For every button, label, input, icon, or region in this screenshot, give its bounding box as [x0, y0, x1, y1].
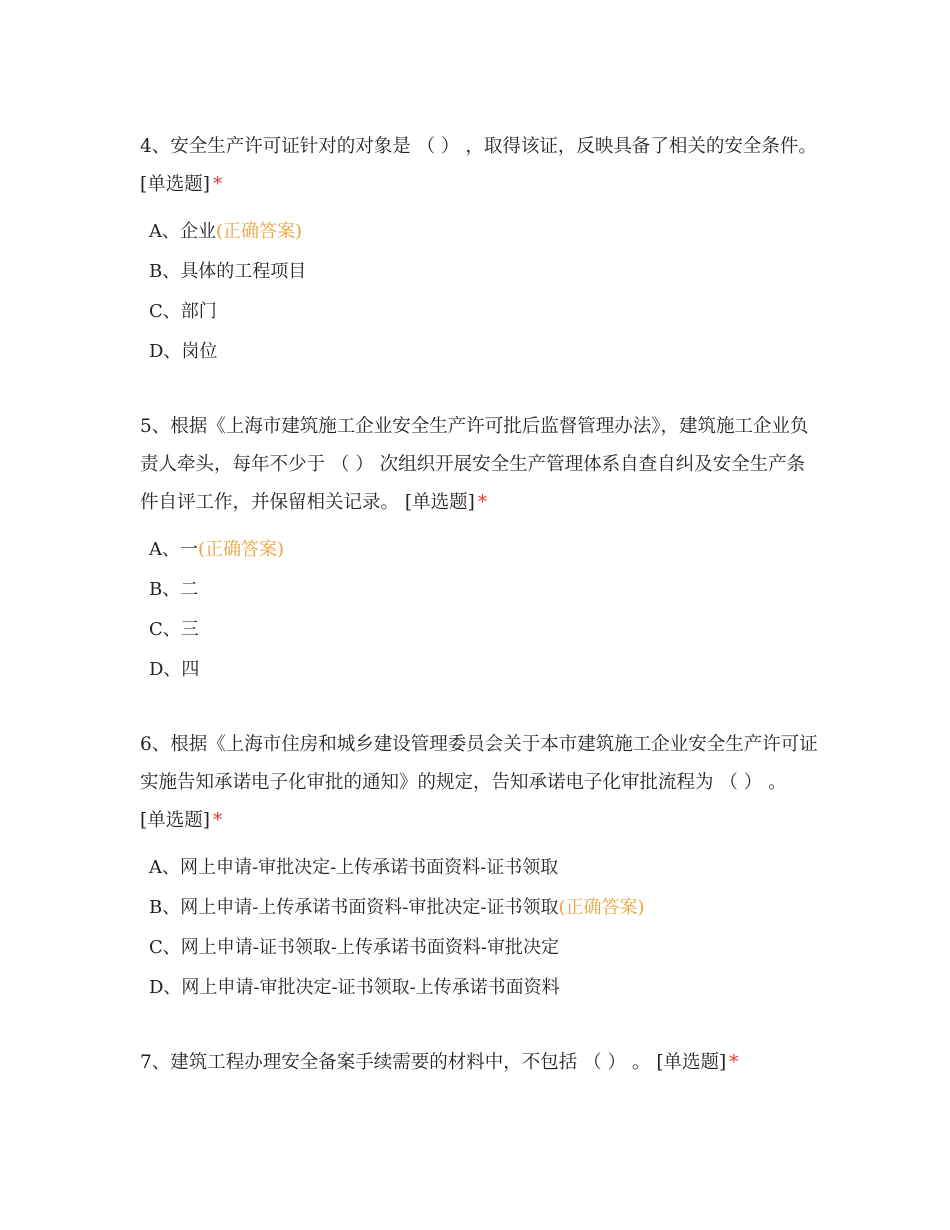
- option-list: [140, 530, 820, 690]
- option-d[interactable]: [149, 968, 820, 1008]
- option-list: [140, 848, 820, 1008]
- option-a[interactable]: [149, 848, 820, 888]
- option-c[interactable]: [149, 292, 820, 332]
- question-text: [140, 1044, 820, 1082]
- question-text: [140, 726, 820, 840]
- question-type-label: [单选题]: [140, 810, 210, 831]
- option-list: [140, 212, 820, 372]
- question-stem: 7、建筑工程办理安全备案手续需要的材料中，不包括 （ ） 。: [140, 1052, 651, 1073]
- option-label: A、企业: [149, 221, 216, 242]
- option-c[interactable]: [149, 610, 820, 650]
- option-a[interactable]: [149, 212, 820, 252]
- option-label: D、岗位: [149, 341, 218, 362]
- correct-answer-tag: (正确答案): [216, 221, 303, 242]
- option-label: A、一: [149, 539, 198, 560]
- question-stem: 5、根据《上海市建筑施工企业安全生产许可批后监督管理办法》，建筑施工企业负责人牵头，每年不少于 （ ） 次组织开展安全生产管理体系自查自纠及安全生产条件自评工作，并保留相关记录。: [140, 416, 809, 513]
- question-text: [140, 128, 820, 204]
- option-label: D、网上申请-审批决定-证书领取-上传承诺书面资料: [149, 977, 560, 998]
- question-4: [140, 128, 820, 372]
- option-label: B、具体的工程项目: [149, 261, 307, 282]
- option-label: B、网上申请-上传承诺书面资料-审批决定-证书领取: [149, 897, 559, 918]
- option-label: A、网上申请-审批决定-上传承诺书面资料-证书领取: [149, 857, 559, 878]
- question-stem: 6、根据《上海市住房和城乡建设管理委员会关于本市建筑施工企业安全生产许可证实施告知承诺电子化审批的通知》的规定，告知承诺电子化审批流程为 （ ） 。: [140, 734, 818, 793]
- question-text: [140, 408, 820, 522]
- option-label: C、三: [149, 619, 199, 640]
- required-mark: *: [477, 492, 488, 513]
- required-mark: *: [729, 1052, 739, 1073]
- option-d[interactable]: [149, 332, 820, 372]
- question-5: [140, 408, 820, 690]
- correct-answer-tag: (正确答案): [198, 539, 285, 560]
- option-c[interactable]: [149, 928, 820, 968]
- question-6: [140, 726, 820, 1008]
- question-7: [140, 1044, 820, 1082]
- option-d[interactable]: [149, 650, 820, 690]
- question-type-label: [单选题]: [656, 1052, 727, 1073]
- required-mark: *: [212, 810, 223, 831]
- option-label: C、部门: [149, 301, 217, 322]
- correct-answer-tag: (正确答案): [558, 897, 645, 918]
- option-label: B、二: [149, 579, 199, 600]
- question-type-label: [单选题]: [140, 174, 210, 195]
- question-type-label: [单选题]: [404, 492, 475, 513]
- option-label: C、网上申请-证书领取-上传承诺书面资料-审批决定: [149, 937, 560, 958]
- question-stem: 4、安全生产许可证针对的对象是 （ ） ，取得该证，反映具备了相关的安全条件。: [140, 136, 817, 157]
- option-label: D、四: [149, 659, 200, 680]
- option-b[interactable]: [149, 888, 820, 928]
- option-b[interactable]: [149, 252, 820, 292]
- required-mark: *: [212, 174, 223, 195]
- option-b[interactable]: [149, 570, 820, 610]
- option-a[interactable]: [149, 530, 820, 570]
